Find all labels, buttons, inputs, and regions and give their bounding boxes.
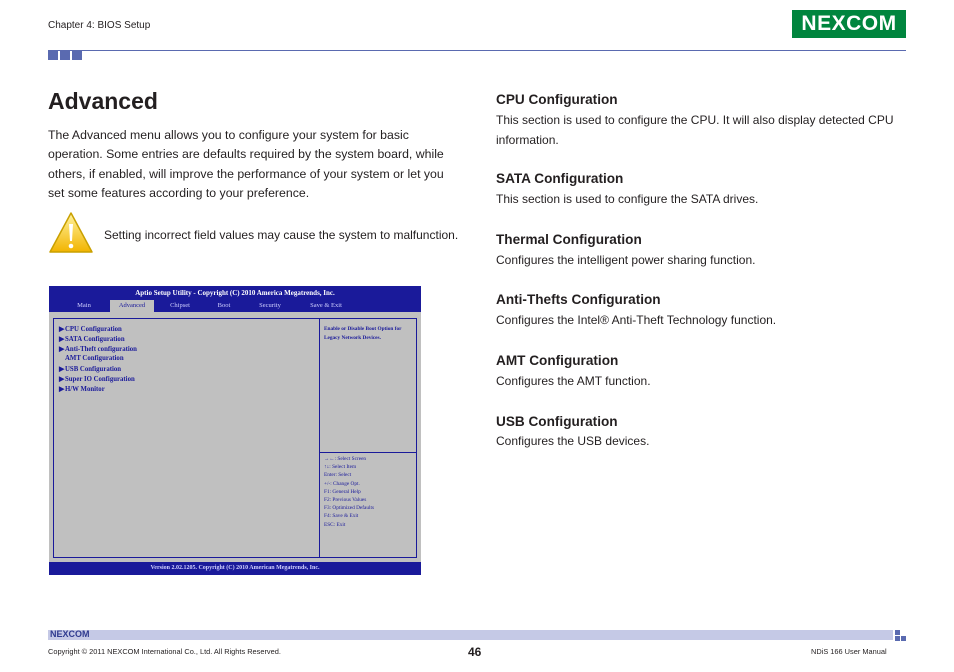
manual-name: NDiS 166 User Manual [811,647,887,656]
bios-arrow-icon: ▶ [59,386,65,393]
bios-item-label: USB Configuration [65,366,122,373]
footer-logo: NEXCOM [50,629,90,639]
bios-item-sata[interactable] [59,335,125,343]
section-body-cpu: This section is used to configure the CPU. It will also display detected CPU information. [496,113,894,147]
bios-item-cpu[interactable] [59,325,122,333]
bios-item-usb[interactable] [59,365,121,373]
bios-main-panel [53,318,417,558]
decor-square [901,636,906,641]
header-rule [48,50,906,51]
warning-text: Setting incorrect field values may cause the system to malfunction. [104,228,459,242]
section-body-thermal: Configures the intelligent power sharing function. [496,253,756,267]
bios-tab-main[interactable]: Main [77,302,91,309]
section-heading-cpu: CPU Configuration [496,92,618,107]
bios-key-line: F1: General Help [324,488,361,495]
bios-help-text: Enable or Disable Boot Option for Legacy Network Devices. [324,326,402,341]
section-heading-anti-theft: Anti-Thefts Configuration [496,292,661,307]
section-body-usb: Configures the USB devices. [496,434,650,448]
bios-item-label: SATA Configuration [65,336,125,343]
bios-key-legend [324,455,374,529]
bios-tab-boot[interactable]: Boot [217,302,231,309]
bios-item-super-io[interactable] [59,375,135,383]
bios-menu-bar [49,300,421,312]
page-title: Advanced [48,88,158,114]
decor-square [895,636,900,641]
section-body-sata: This section is used to configure the SATA drives. [496,192,759,206]
bios-key-line: →←: Select Screen [324,456,367,462]
section-heading-sata: SATA Configuration [496,171,624,186]
chapter-label: Chapter 4: BIOS Setup [48,20,151,31]
section-body-anti-theft: Configures the Intel® Anti-Theft Technology function. [496,313,777,327]
logo-text: NEXCOM [801,12,897,35]
bios-item-label: Super IO Configuration [65,376,135,383]
bios-arrow-icon: ▶ [59,326,65,333]
bios-item-anti-theft[interactable] [59,345,137,353]
bios-key-line: F4: Save & Exit [324,513,359,520]
bios-tab-chipset[interactable]: Chipset [170,302,190,309]
bios-tab-save-exit[interactable]: Save & Exit [310,302,342,309]
section-heading-usb: USB Configuration [496,414,618,429]
decor-square [60,50,70,60]
section-heading-thermal: Thermal Configuration [496,232,642,247]
footer-bar [48,630,893,640]
bios-item-label: Anti-Theft configuration [65,346,137,353]
bios-arrow-icon: ▶ [59,346,65,353]
bios-divider [319,319,320,557]
decor-square [48,50,58,60]
bios-tab-advanced[interactable]: Advanced [110,300,154,312]
bios-key-line: F2: Previous Values [324,497,367,504]
copyright-text: Copyright © 2011 NEXCOM International Co., Ltd. All Rights Reserved. [48,647,281,656]
bios-key-line: F3: Optimized Defaults [324,505,375,512]
nexcom-logo [792,10,906,38]
bios-tab-security[interactable]: Security [259,302,281,309]
page-number: 46 [468,645,482,659]
bios-item-amt[interactable] [59,355,124,362]
section-body-amt: Configures the AMT function. [496,374,651,388]
decor-square [895,630,900,635]
bios-key-line: Enter: Select [324,472,352,479]
bios-footer-bar: Version 2.02.1205. Copyright (C) 2010 American Megatrends, Inc. [49,562,421,575]
bios-key-line: ↑↓: Select Item [324,464,357,471]
bios-arrow-icon: ▶ [59,366,65,373]
bios-key-line: +/-: Change Opt. [324,480,360,487]
bios-item-label: CPU Configuration [65,326,122,333]
bios-item-hw-monitor[interactable] [59,385,105,393]
bios-item-label: AMT Configuration [65,355,124,362]
warning-triangle-icon [48,211,94,255]
bios-key-line: ESC: Exit [324,521,346,528]
bios-title-bar: Aptio Setup Utility - Copyright (C) 2010 America Megatrends, Inc. [49,286,421,300]
section-heading-amt: AMT Configuration [496,353,619,368]
intro-paragraph: The Advanced menu allows you to configure your system for basic operation. Some entries are defaults required by the system board, while others, if enabled, will improve the performance of your system or let you set some features according to your preference. [48,128,444,200]
decor-square [72,50,82,60]
bios-item-label: H/W Monitor [65,386,105,393]
bios-divider [320,452,416,453]
bios-arrow-icon: ▶ [59,336,65,343]
bios-screen [49,286,421,575]
bios-arrow-icon: ▶ [59,376,65,383]
